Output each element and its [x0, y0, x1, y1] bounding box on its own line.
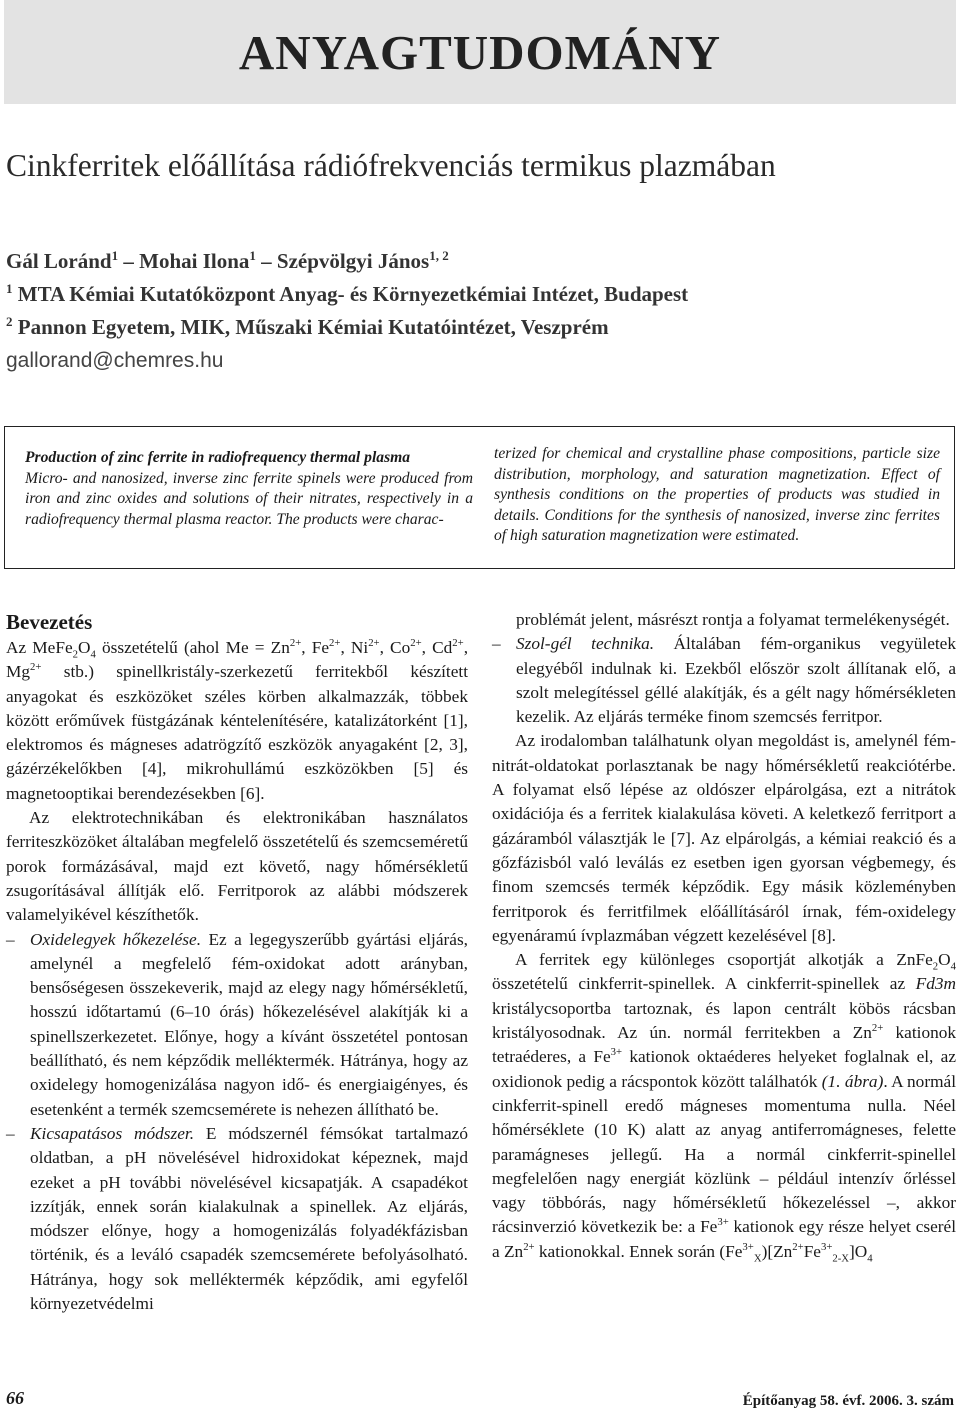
article-title: Cinkferritek előállítása rádiófrekvenciás termikus plazmában	[6, 148, 776, 183]
method-title: Oxidelegyek hőkezelése.	[30, 929, 202, 949]
body-right-column	[492, 608, 956, 1264]
abstract-text: terized for chemical and crystalline phase compositions, particle size distribution, morphology, and saturation magnetization. Effect of synthesis conditions on the properties of products was studied in details. Conditions for the synthesis of nanosized, inverse zinc ferrites of high saturation magnetization were estimated.	[494, 445, 940, 545]
author-email[interactable]: gallorand@chemres.hu	[6, 349, 224, 372]
author-line: Gál Loránd$^1$ – Mohai Ilona$^1$ – Szépvölgyi János$^{1, 2}$	[6, 248, 449, 273]
paragraph: Az irodalomban találhatunk olyan megoldást is, amelynél fém-nitrát-oldatokat porlasztanak be nagy hőmérsékletű reakciótérbe. A folyamat első lépése az oldószer elpárolgása, ezt a nitrátok oxidációja és a ferritek kialakulása követi. A keletkező ferritport a gázáramból választják le [7]. Az elpárolgás, a kémiai reakció és a gőzfázisból való leválás ez esetben igen gyorsan végbemegy, és finom szemcsés termék képződik. Egy másik közleményben ferritporok és ferritfilmek előállításáról írnak, fém-oxidelegy egyenáramú ívplazmában végzett kezelésével [8].	[492, 731, 956, 945]
method-title: Kicsapatásos módszer.	[30, 1123, 195, 1143]
page-number: 66	[6, 1388, 24, 1408]
abstract-text: Micro- and nanosized, inverse zinc ferrite spinels were produced from iron and zinc oxides and solutions of their nitrates, respectively in a radiofrequency thermal plasma reactor. The products were charac-	[25, 469, 473, 528]
method-title: Szol-gél technika.	[516, 634, 655, 654]
abstract-box	[4, 426, 955, 569]
abstract-right-column	[494, 444, 940, 547]
affiliation-line: $^2$ Pannon Egyetem, MIK, Műszaki Kémiai Kutatóintézet, Veszprém	[6, 314, 609, 339]
method-list-item: – Oxidelegyek hőkezelése. Ez a legegyszerűbb gyártási eljárás, amelynél a megfelelő fém-oxidokat adott arányban, bensőségesen összekeverik, majd az elegy nagy hőmérsékletű, hosszú időtartamú (6–10 órás) hőkezelésével alakítják ki a spinellszerkezetet. Előnye, hogy a kívánt összetétel pontosan beállítható, és nem képződik melléktermék. Hátránya, hogy az oxidelegy homogenizálása nagyon idő- és energiaigényes, és esetenként a termék szemcsemérete is nehezen állítható be.	[6, 928, 468, 1122]
method-list-item: – Kicsapatásos módszer. E módszernél fémsókat tartalmazó oldatban, a pH növelésével hidroxidokat képeznek, majd ezeket a pH további növelésével kicsapatják. A csapadékot izzítják, ennek során kialakulnak a spinellek. Az eljárás, módszer előnye, hogy a homogenizálás folyadékfázisban történik, és a leváló csapadék szemcsemérete befolyásolható. Hátránya, hogy sok melléktermék képződik, ami egyfelől környezetvédelmi	[6, 1122, 468, 1316]
abstract-left-column	[25, 448, 473, 530]
affiliation-line: $^1$ MTA Kémiai Kutatóközpont Anyag- és Környezetkémiai Intézet, Budapest	[6, 281, 689, 306]
paragraph: Az $MeFe_2O_4$ összetételű (ahol $Me = Zn^{2+}$, $Fe^{2+}$, $Ni^{2+}$, $Co^{2+}$, $Cd^{2+}$, $Mg^{2+}$ stb.) spinellkristály-szerkezetű ferritekből készített anyagokat és eszközöket széles körben alkalmazzák, többek között erőművek füstgázának kéntelenítésére, katalizátorként [1], elektromos és mágneses adatrögzítő eszközök anyagaként [2, 3], gázérzékelőkben [4], mikrohullámú eszközökben [5] és magnetooptikai berendezésekben [6].	[6, 637, 469, 803]
author-name: Szépvölgyi János	[276, 249, 430, 273]
abstract-title: Production of zinc ferrite in radiofrequency thermal plasma	[25, 449, 411, 466]
paragraph: A ferritek egy különleges csoportját alkotják a $ZnFe_2O_4$ összetételű cinkferrit-spinellek. A cinkferrit-spinellek az Fd3m kristálycsoportba tartoznak, és lapon centrált köbös rácsban kristályosodnak. Az ún. normál ferritekben a $Zn^{2+}$ kationok tetraéderes, a $Fe^{3+}$ kationok oktaéderes helyeket foglalnak el, az oxidionok pedig a rácspontok között találhatók (1. ábra). A normál cinkferrit-spinell eredő mágneses momentuma nulla. Néel hőmérséklete (10 K) alatt az anyag antiferromágneses, felette paramágneses jellegű. Ha a normál cinkferrit-spinellel megfelelően nagy energiát közlünk – például intenzív őrléssel vagy többórás, nagy hőmérsékletű hőkezeléssel –, akkor rácsinverzió következik be: a $Fe^{3+}$ kationok egy része helyet cserél a $Zn^{2+}$ kationokkal. Ennek során $(Fe^{3+}_X)[Zn^{2+}Fe^{3+}_{2-X}]O_4$	[492, 950, 957, 1265]
author-name: Gál Loránd	[6, 249, 112, 273]
author-affil-mark: 1	[249, 248, 256, 263]
figure-reference: (1. ábra)	[821, 1071, 884, 1091]
section-banner	[4, 0, 956, 104]
author-affil-mark: 1, 2	[429, 248, 449, 263]
author-name: Mohai Ilona	[139, 249, 250, 273]
author-block	[6, 245, 906, 377]
body-left-column	[6, 608, 468, 1316]
paragraph-continuation: problémát jelent, másrészt rontja a folyamat termelékenységét.	[516, 610, 950, 629]
paragraph: Az elektrotechnikában és elektronikában használatos ferriteszközöket általában megfelelő összetételű és szemcseméretű porok formázásával, majd ezt követő, nagy hőmérsékletű zsugorításával állítják elő. Ferritporok az alábbi módszerek valamelyikével készíthetők.	[6, 808, 468, 925]
section-heading: Bevezetés	[6, 610, 93, 634]
journal-reference: Építőanyag 58. évf. 2006. 3. szám	[742, 1393, 954, 1409]
author-affil-mark: 1	[111, 248, 119, 263]
method-list-item: – Szol-gél technika. Általában fém-organikus vegyületek elegyéből indulnak ki. Ezekből először szolt állítanak elő, a szolt melegítéssel géllé alakítják, és a gélt nagy hőmérsékleten kezelik. Az eljárás terméke finom szemcsés ferritpor.	[492, 632, 956, 729]
section-title: ANYAGTUDOMÁNY	[238, 25, 722, 80]
